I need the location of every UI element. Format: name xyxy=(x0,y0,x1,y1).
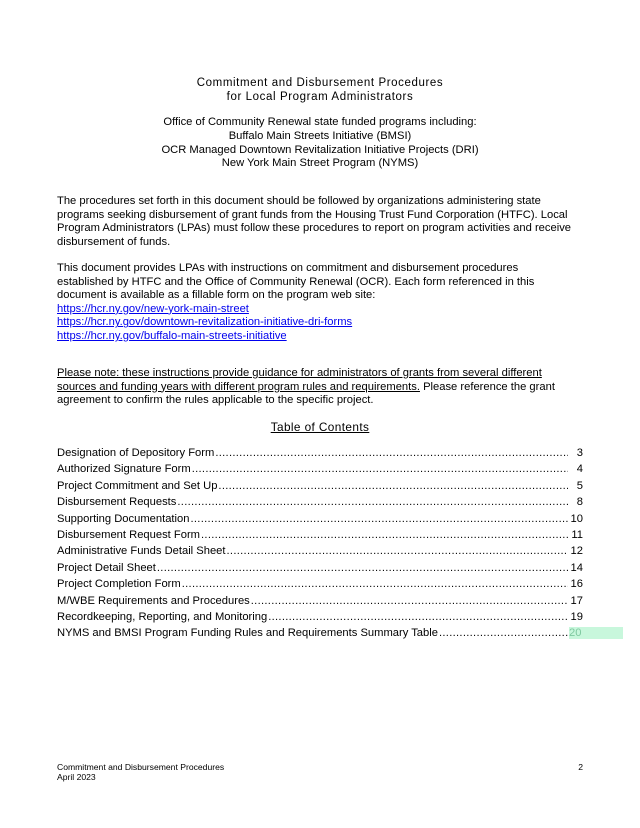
toc-entry-page-highlighted: 20 xyxy=(569,627,623,639)
page-number: 2 xyxy=(578,762,583,772)
note-underlined-text: Please note: these instructions provide guidance for administrators of grants from several different sources and funding years with different program rules and requirements. xyxy=(57,367,542,393)
toc-entry-page: 11 xyxy=(571,528,583,541)
toc-leader-dots xyxy=(218,480,568,492)
toc-entry-label: NYMS and BMSI Program Funding Rules and Requirements Summary Table xyxy=(57,627,438,640)
toc-leader-dots xyxy=(251,595,568,607)
toc-entry[interactable] xyxy=(57,578,583,594)
toc-entry-page: 4 xyxy=(576,463,583,476)
footer-title: Commitment and Disbursement Procedures xyxy=(57,762,225,772)
toc-entry[interactable] xyxy=(57,496,583,512)
toc-entry-label: Authorized Signature Form xyxy=(57,463,191,476)
toc-entry-label: Project Commitment and Set Up xyxy=(57,479,218,492)
document-title-line1: Commitment and Disbursement Procedures xyxy=(196,77,444,89)
toc-entry[interactable] xyxy=(57,480,583,496)
program-item-bmsi: Buffalo Main Streets Initiative (BMSI) xyxy=(228,129,412,142)
toc-leader-dots xyxy=(157,562,568,574)
footer-date: April 2023 xyxy=(57,772,96,783)
link-dri-forms[interactable]: https://hcr.ny.gov/downtown-revitalization-initiative-dri-forms xyxy=(57,316,353,329)
toc-leader-dots xyxy=(201,529,568,541)
toc-leader-dots xyxy=(215,447,568,459)
toc-title: Table of Contents xyxy=(270,420,370,434)
toc-entry-page: 3 xyxy=(576,447,583,459)
toc-leader-dots xyxy=(182,578,568,590)
toc-leader-dots xyxy=(227,545,568,557)
toc-entry-label: Designation of Depository Form xyxy=(57,447,215,459)
toc-leader-dots xyxy=(439,627,568,639)
program-item-dri: OCR Managed Downtown Revitalization Initiative Projects (DRI) xyxy=(161,143,479,156)
toc-entry-page: 12 xyxy=(570,545,583,558)
note-paragraph xyxy=(57,367,577,408)
toc-entry[interactable] xyxy=(57,595,583,611)
toc-leader-dots xyxy=(192,463,568,475)
link-new-york-main-street[interactable]: https://hcr.ny.gov/new-york-main-street xyxy=(57,302,249,315)
toc-leader-dots xyxy=(177,496,568,508)
toc-entry-label: Project Completion Form xyxy=(57,578,181,591)
program-item-nyms: New York Main Street Program (NYMS) xyxy=(221,157,419,170)
procedures-paragraph: The procedures set forth in this document should be followed by organizations administering state programs seeking disbursement of grant funds from the Housing Trust Fund Corporation (HTFC). Local Program Administrators (LPAs) must follow these procedures to report on program activities and receive disbursement of funds. xyxy=(57,195,572,248)
toc-entry-label: Recordkeeping, Reporting, and Monitoring xyxy=(57,610,268,623)
toc-entry[interactable] xyxy=(57,627,583,643)
document-title-line2: for Local Program Administrators xyxy=(226,91,414,103)
toc-entry[interactable] xyxy=(57,447,583,463)
toc-entry[interactable] xyxy=(57,513,583,529)
toc-entry[interactable] xyxy=(57,463,583,479)
instructions-paragraph xyxy=(57,262,577,344)
programs-intro: Office of Community Renewal state funded programs including: xyxy=(163,116,477,128)
note-rest-text: Please reference the grant agreement to confirm the rules applicable to the specific project. xyxy=(57,380,555,407)
toc-leader-dots xyxy=(268,611,568,623)
toc-entry-label: Disbursement Requests xyxy=(57,496,177,509)
toc-leader-dots xyxy=(190,513,568,525)
toc-entry-page: 16 xyxy=(570,578,583,591)
toc-entry-page: 19 xyxy=(570,610,583,623)
toc-entry[interactable] xyxy=(57,529,583,545)
toc-entry[interactable] xyxy=(57,545,583,561)
toc-entry-label: Disbursement Request Form xyxy=(57,528,201,541)
toc-entry-label: Administrative Funds Detail Sheet xyxy=(57,545,226,558)
toc-entry-page: 10 xyxy=(570,512,583,525)
footer xyxy=(57,762,224,783)
toc-entry-page: 17 xyxy=(570,594,583,607)
toc-entry-page: 14 xyxy=(570,561,583,574)
toc-entry-label: M/WBE Requirements and Procedures xyxy=(57,594,250,607)
toc-entry-label: Project Detail Sheet xyxy=(57,561,156,574)
toc-entry-label: Supporting Documentation xyxy=(57,512,190,525)
instructions-text: This document provides LPAs with instructions on commitment and disbursement procedures established by HTFC and the Office of Community Renewal (OCR). Each form referenced in this document is available as a fillable form on the program web site: xyxy=(57,262,535,302)
toc-entry-page: 8 xyxy=(576,496,583,509)
toc-entry[interactable] xyxy=(57,611,583,627)
link-buffalo-main-streets[interactable]: https://hcr.ny.gov/buffalo-main-streets-initiative xyxy=(57,329,287,342)
toc-entry[interactable] xyxy=(57,562,583,578)
table-of-contents xyxy=(57,447,583,644)
toc-entry-page: 5 xyxy=(576,479,583,492)
